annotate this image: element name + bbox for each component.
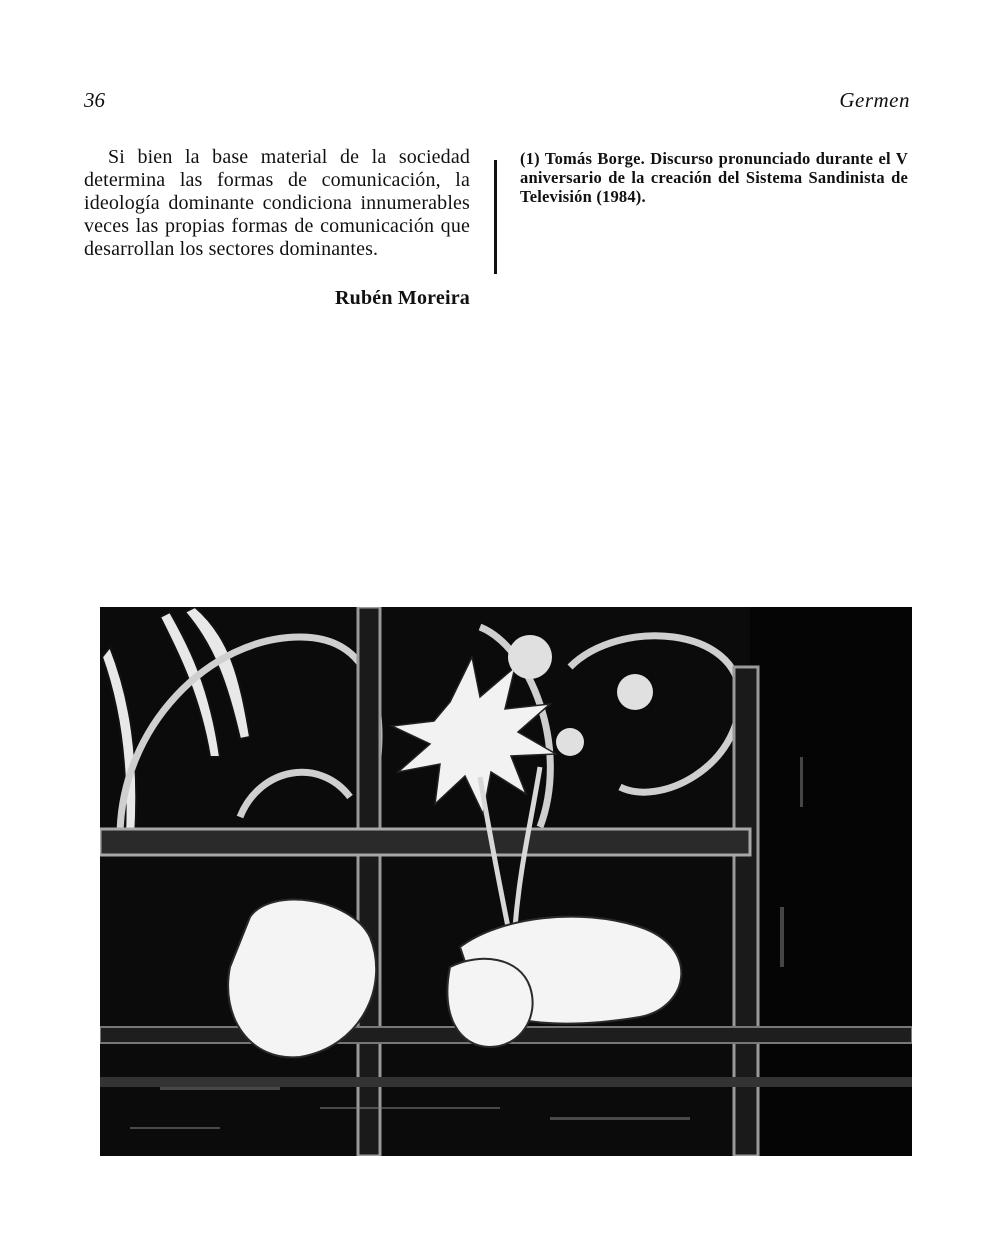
column-divider xyxy=(494,160,497,274)
author-signature: Rubén Moreira xyxy=(335,287,470,309)
page-number: 36 xyxy=(84,88,105,112)
footnote: (1) Tomás Borge. Discurso pronunciado durante el V aniversario de la creación del Sistema Sandinista de Televisión (1984). xyxy=(520,149,908,206)
photograph-flowers-behind-window-bars xyxy=(100,607,912,1156)
running-title: Germen xyxy=(839,88,910,112)
body-paragraph: Si bien la base material de la sociedad determina las formas de comunicación, la ideología dominante condiciona innumerables veces las propias formas de comunicación que desarrollan los sectores dominantes. xyxy=(84,146,470,260)
